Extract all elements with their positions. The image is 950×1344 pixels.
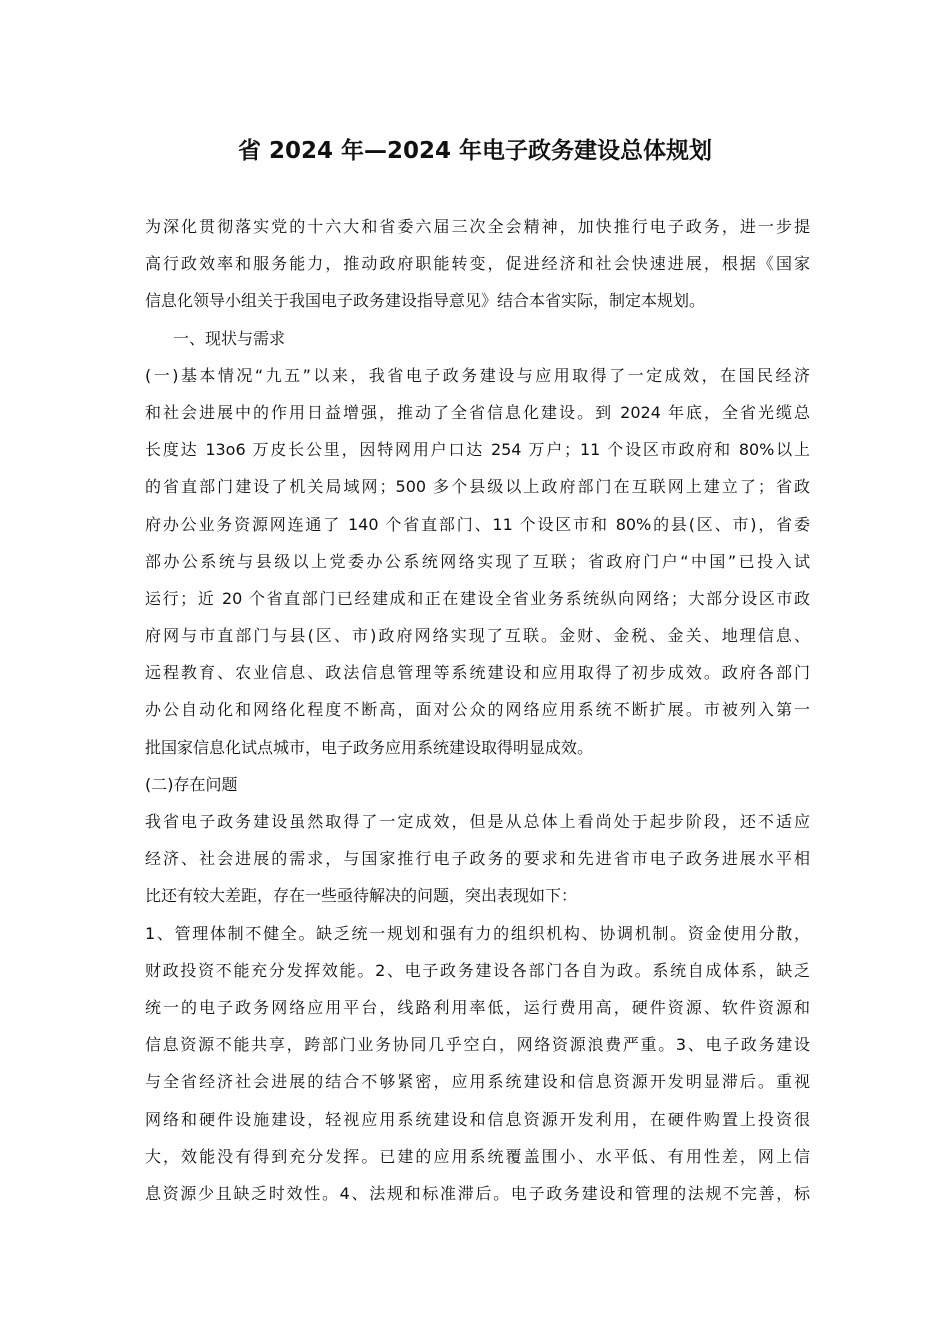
subsection-heading: (二)存在问题 bbox=[145, 774, 238, 794]
body-line: 府网与市直部门与县(区、市)政府网络实现了互联。金财、金税、金关、地理信息、 bbox=[145, 626, 810, 646]
body-line: (一)基本情况“九五”以来，我省电子政务建设与应用取得了一定成效，在国民经济 bbox=[145, 365, 810, 385]
body-line: 和社会进展中的作用日益增强，推动了全省信息化建设。到 2024 年底，全省光缆总 bbox=[145, 402, 810, 422]
body-line: 的省直部门建设了机关局域网；500 多个县级以上政府部门在互联网上建立了；省政 bbox=[145, 477, 810, 497]
body-line: 办公自动化和网络化程度不断高，面对公众的网络应用系统不断扩展。市被列入第一 bbox=[145, 700, 810, 720]
body-line: 为深化贯彻落实党的十六大和省委六届三次全会精神，加快推行电子政务，进一步提 bbox=[145, 217, 810, 236]
body-line: 远程教育、农业信息、政法信息管理等系统建设和应用取得了初步成效。政府各部门 bbox=[145, 663, 810, 683]
body-line: 批国家信息化试点城市，电子政务应用系统建设取得明显成效。 bbox=[145, 737, 594, 757]
document-title: 省 2024 年—2024 年电子政务建设总体规划 bbox=[237, 138, 713, 164]
body-line: 信息化领导小组关于我国电子政务建设指导意见》结合本省实际，制定本规划。 bbox=[145, 291, 706, 311]
body-line: 长度达 13o6 万皮长公里，因特网用户口达 254 万户；11 个设区市政府和 80%以上 bbox=[145, 440, 810, 460]
body-line: 比还有较大差距，存在一些亟待解决的问题，突出表现如下： bbox=[145, 886, 578, 906]
body-line: 我省电子政务建设虽然取得了一定成效，但是从总体上看尚处于起步阶段，还不适应 bbox=[145, 812, 810, 831]
body-line: 1、管理体制不健全。缺乏统一规划和强有力的组织机构、协调机制。资金使用分散， bbox=[145, 923, 810, 943]
body-line: 信息资源不能共享，跨部门业务协同几乎空白，网络资源浪费严重。3、电子政务建设 bbox=[145, 1035, 810, 1055]
body-line: 府办公业务资源网连通了 140 个省直部门、11 个设区市和 80%的县(区、市)，省委 bbox=[145, 514, 810, 534]
body-line: 大，效能没有得到充分发挥。已建的应用系统覆盖围小、水平低、有用性差，网上信 bbox=[145, 1146, 810, 1166]
body-line: 高行政效率和服务能力，推动政府职能转变，促进经济和社会快速进展，根据《国家 bbox=[145, 254, 810, 274]
body-line: 经济、社会进展的需求，与国家推行电子政务的要求和先进省市电子政务进展水平相 bbox=[145, 849, 810, 869]
section-heading: 一、现状与需求 bbox=[173, 328, 286, 348]
body-line: 网络和硬件设施建设，轻视应用系统建设和信息资源开发利用，在硬件购置上投资很 bbox=[145, 1109, 810, 1129]
body-line: 与全省经济社会进展的结合不够紧密，应用系统建设和信息资源开发明显滞后。重视 bbox=[145, 1072, 810, 1092]
body-line: 运行；近 20 个省直部门已经建成和正在建设全省业务系统纵向网络；大部分设区市政 bbox=[145, 588, 810, 608]
body-line: 统一的电子政务网络应用平台，线路利用率低，运行费用高，硬件资源、软件资源和 bbox=[145, 997, 810, 1017]
body-line: 息资源少且缺乏时效性。4、法规和标准滞后。电子政务建设和管理的法规不完善，标 bbox=[145, 1183, 810, 1203]
body-line: 财政投资不能充分发挥效能。2、电子政务建设各部门各自为政。系统自成体系，缺乏 bbox=[145, 960, 810, 980]
document-body bbox=[145, 208, 810, 1212]
body-line: 部办公系统与县级以上党委办公系统网络实现了互联；省政府门户“中国”已投入试 bbox=[145, 551, 810, 571]
